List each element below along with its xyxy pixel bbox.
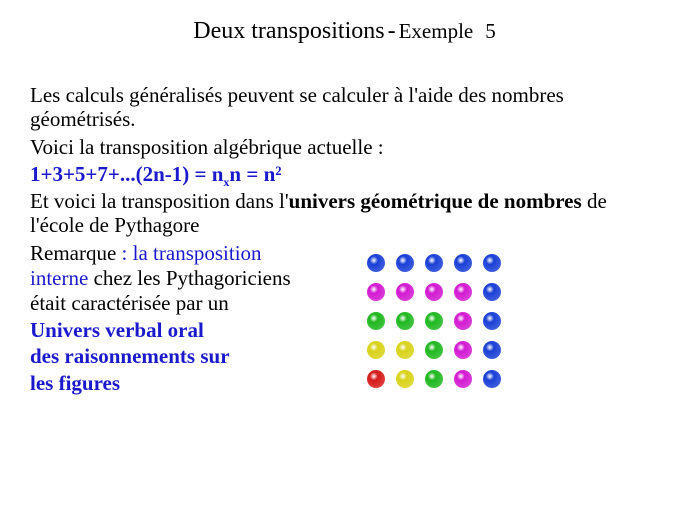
dot-r1-c4 xyxy=(454,254,472,272)
dot-r4-c1 xyxy=(367,341,385,359)
remark-rest-b: chez les Pythagoriciens xyxy=(88,266,291,290)
example-label: Exemple xyxy=(398,19,474,43)
dot-r2-c3 xyxy=(425,283,443,301)
dot-r1-c2 xyxy=(396,254,414,272)
dot-r5-c1 xyxy=(367,370,385,388)
dot-r2-c4 xyxy=(454,283,472,301)
remark-colon: : xyxy=(116,241,133,265)
slide-title xyxy=(0,18,689,45)
dot-r5-c2 xyxy=(396,370,414,388)
line5-bold: univers géométrique de nombres xyxy=(288,189,582,213)
title-main: Deux transpositions xyxy=(193,18,385,44)
line5-prefix: Et voici la transposition dans l' xyxy=(30,189,289,213)
dot-r3-c4 xyxy=(454,312,472,330)
dot-r4-c3 xyxy=(425,341,443,359)
dot-r1-c5 xyxy=(483,254,501,272)
dot-r5-c5 xyxy=(483,370,501,388)
body-line-6: l'école de Pythagore xyxy=(30,213,200,237)
dot-r5-c3 xyxy=(425,370,443,388)
dot-r3-c2 xyxy=(396,312,414,330)
dot-r2-c1 xyxy=(367,283,385,301)
remark-label: Remarque xyxy=(30,241,117,265)
body-line-3: Voici la transposition algébrique actuelle : xyxy=(30,135,384,159)
dot-r4-c5 xyxy=(483,341,501,359)
formula-right: n = n² xyxy=(229,162,282,186)
formula-left: 1+3+5+7+...(2n-1) = n xyxy=(30,162,224,186)
remark-bold-1: Univers verbal oral xyxy=(30,318,204,342)
formula-sub: x xyxy=(223,175,230,190)
dot-r5-c4 xyxy=(454,370,472,388)
body-line-1: Les calculs généralisés peuvent se calculer à l'aide des nombres xyxy=(30,83,564,107)
dot-r1-c3 xyxy=(425,254,443,272)
line5-suffix: de xyxy=(581,189,607,213)
dot-r2-c2 xyxy=(396,283,414,301)
dot-r4-c2 xyxy=(396,341,414,359)
remark-bold-2: des raisonnements sur xyxy=(30,344,230,368)
body-line-5 xyxy=(30,189,607,213)
dot-r3-c3 xyxy=(425,312,443,330)
remark-line-a xyxy=(30,241,262,265)
remark-bold-3: les figures xyxy=(30,371,121,395)
dot-r3-c5 xyxy=(483,312,501,330)
body-line-2: géométrisés. xyxy=(30,107,136,131)
dot-r4-c4 xyxy=(454,341,472,359)
remark-blue-b: interne xyxy=(30,266,89,290)
dot-grid xyxy=(360,248,520,398)
remark-blue-a: la transposition xyxy=(132,241,262,265)
example-number: 5 xyxy=(485,19,496,43)
remark-line-c: était caractérisée par un xyxy=(30,291,229,315)
dot-r2-c5 xyxy=(483,283,501,301)
dot-r1-c1 xyxy=(367,254,385,272)
dot-r3-c1 xyxy=(367,312,385,330)
remark-line-b xyxy=(30,266,291,290)
title-separator: - xyxy=(387,18,396,44)
